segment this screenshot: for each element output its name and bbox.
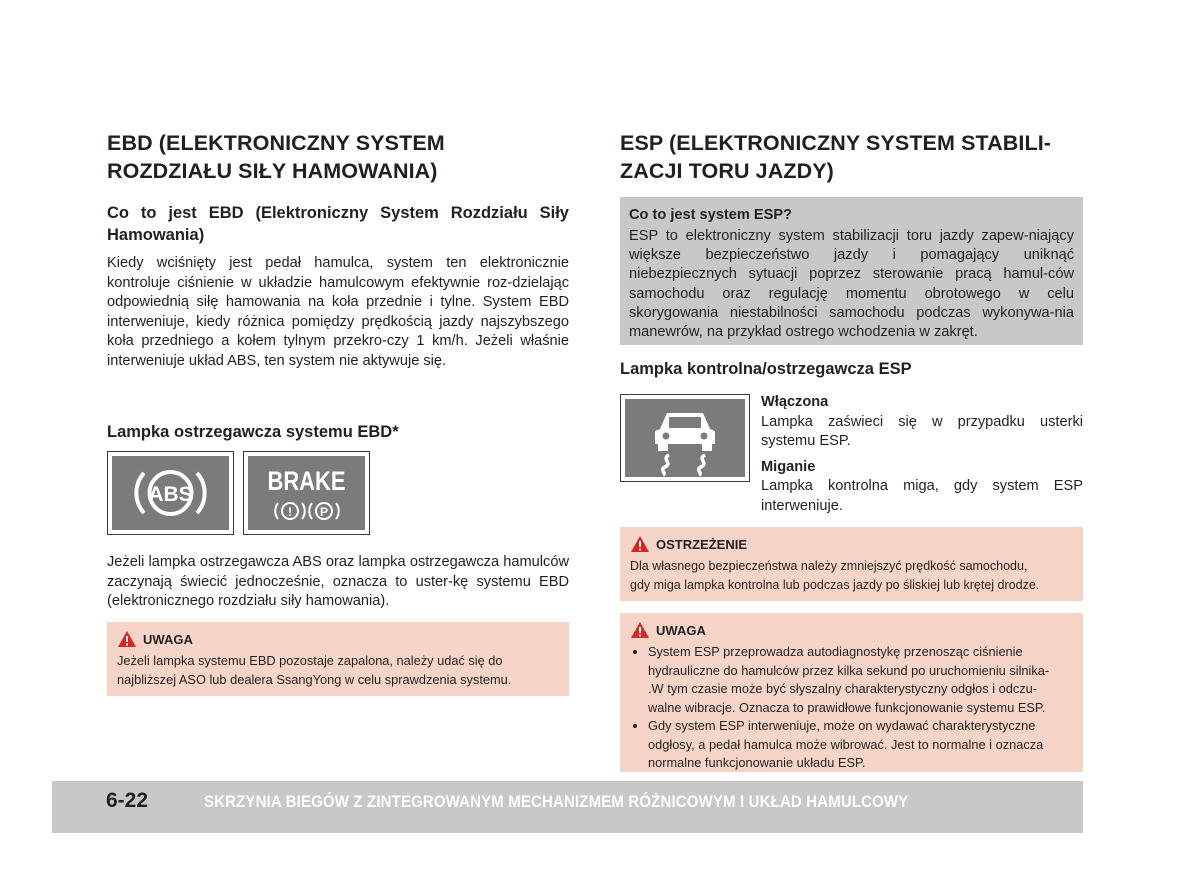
ebd-heading: EBD (ELEKTRONICZNY SYSTEM ROZDZIAŁU SIŁY HAMOWANIA) (107, 131, 445, 183)
esp-blink-text: Lampka kontrolna miga, gdy system ESP interweniuje. (761, 478, 1083, 514)
ebd-paragraph: Kiedy wciśnięty jest pedał hamulca, system ten elektronicznie kontroluje ciśnienie w układzie hamulcowym efektywnie roz-dzielając odpowiednią siłę hamowania na koła przednie i tylne. System EBD interweniuje, kiedy różnica pomiędzy prędkością jazdy najszybszego koła przedniego a kołem tylnym przekro-czy 1 km/h. Jeżeli właśnie interweniuje układ ABS, ten system nie aktywuje się. (107, 255, 569, 369)
warning-triangle-icon (630, 535, 650, 553)
warning-triangle-icon (630, 621, 650, 639)
warning-triangle-icon (117, 630, 137, 648)
abs-indicator (107, 451, 234, 535)
esp-blink-title: Miganie (761, 458, 816, 475)
esp-caution-list (630, 643, 1073, 773)
list-item: • Gdy system ESP interweniuje, może on wydawać charakterystyczne odgłosy, a pedał hamulca może wibrować. Jest to normalne i oznacza normalne funkcjonowanie układu ESP. (648, 717, 1073, 773)
ebd-caution-title: UWAGA (143, 631, 193, 647)
esp-caution-box (620, 613, 1083, 772)
esp-warning-text: Dla własnego bezpieczeństwa należy zmniejszyć prędkość samochodu, gdy miga lampka kontrolna lub podczas jazdy po śliskiej lub krętej drodze. (630, 559, 1040, 592)
page-number: 6-22 (106, 789, 149, 812)
esp-skid-car-icon (625, 399, 745, 477)
abs-warning-icon (112, 456, 229, 530)
abs-label: ABS (148, 483, 193, 506)
brake-parking: P (319, 505, 329, 519)
ebd-subheading: Co to jest EBD (Elektroniczny System Rozdziału Siły Hamowania) (107, 204, 569, 244)
esp-info-text: ESP to elektroniczny system stabilizacji toru jazdy zapew-niający większe bezpieczeństwo jazdy i pomagający uniknąć niebezpiecznych sytuacji poprzez sterowanie pracą hamul-ców samochodu oraz regulację momentu obrotowego w celu skorygowania niestabilności samochodu podczas wykonywa-nia manewrów, na przykład ostrego wchodzenia w zakręt. (629, 228, 1074, 341)
ebd-warning-lamp-heading: Lampka ostrzegawcza systemu EBD* (107, 423, 399, 441)
esp-on-title: Włączona (761, 394, 829, 410)
esp-lamp-heading: Lampka kontrolna/ostrzegawcza ESP (620, 360, 912, 378)
ebd-indicators (107, 451, 370, 535)
esp-info-title: Co to jest system ESP? (629, 207, 793, 223)
ebd-caution-box (107, 622, 569, 696)
esp-warning-box (620, 527, 1083, 601)
esp-heading: ESP (ELEKTRONICZNY SYSTEM STABILI- ZACJI TORU JAZDY) (620, 131, 1052, 183)
esp-warning-title: OSTRZEŻENIE (656, 536, 748, 552)
esp-caution-title: UWAGA (656, 622, 706, 638)
esp-indicator (620, 394, 750, 482)
ebd-caution-text: Jeżeli lampka systemu EBD pozostaje zapalona, należy udać się do najbliższej ASO lub dealera SsangYong w celu sprawdzenia systemu. (117, 653, 512, 687)
esp-info-box (620, 197, 1083, 345)
ebd-fault-paragraph: Jeżeli lampka ostrzegawcza ABS oraz lampka ostrzegawcza hamulców zaczynają świecić jednocześnie, oznacza to uster-kę systemu EBD (elektronicznego rozdziału siły hamowania). (107, 554, 569, 610)
brake-indicator (243, 451, 370, 535)
esp-lamp-descriptions (761, 393, 1083, 517)
brake-label: BRAKE (267, 466, 346, 496)
chapter-title: SKRZYNIA BIEGÓW Z ZINTEGROWANYM MECHANIZMEM RÓŻNICOWYM I UKŁAD HAMULCOWY (204, 792, 909, 811)
esp-on-text: Lampka zaświeci się w przypadku usterki systemu ESP. (761, 413, 1083, 450)
list-item: • System ESP przeprowadza autodiagnostykę przenosząc ciśnienie hydrauliczne do hamulców przez kilka sekund po uruchomieniu silnika- .W tym czasie może być słyszalny charakterystyczny odgłos i odczu- walne wibracje. Oznacza to prawidłowe funkcjonowanie systemu ESP. (648, 643, 1073, 717)
brake-exclamation: ! (288, 505, 292, 519)
page-footer (52, 781, 1083, 833)
brake-warning-icon (248, 456, 365, 530)
